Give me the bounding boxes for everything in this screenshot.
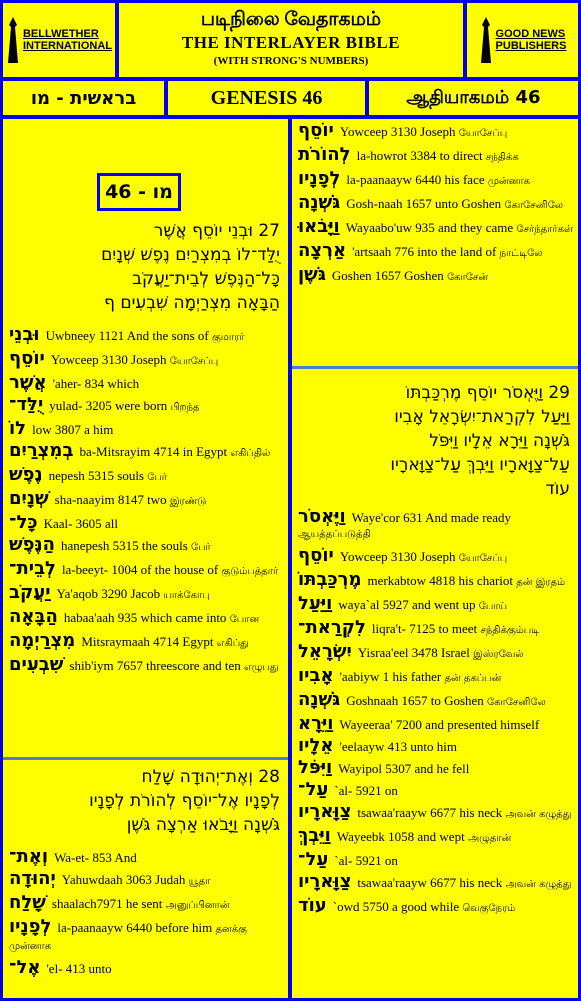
verse-28 [3,765,288,982]
right-column [292,119,578,998]
gloss-text: Wayaabo'uw 935 and they came [345,220,514,235]
word-entry [292,144,578,165]
verse-line: 29 וַיֶּאְסֹר יוֹסֵף מֶרְכַּבְתּוֹ [405,383,570,403]
tamil-gloss: குமாரர் [211,332,245,343]
word-entry [3,582,288,603]
gloss-text: tsawaa'raayw 6677 his neck [357,875,503,890]
gloss-text: sha-naayim 8147 two [54,492,167,507]
gloss-text: Goshen 1657 Goshen [331,268,444,283]
divider [3,757,288,760]
gloss-text: Yowceep 3130 Joseph [339,124,456,139]
hebrew-word: נֶפֶשׁ [9,464,43,485]
tamil-gloss: அழுதான் [467,833,512,844]
tamil-gloss: அவன் கழுத்து [505,809,572,820]
gloss-text: 'artsaah 776 into the land of [352,244,497,259]
gloss-text: Yowceep 3130 Joseph [50,352,167,367]
gloss-text: `al- 5921 on [334,783,398,798]
word-entry [3,654,288,675]
verse-line: גֹּשְׁנָה וַיָּבֹאוּ אַרְצָה גֹּשֶׁן [126,815,280,835]
hebrew-word: וַיֵּבְךְּ [298,825,331,846]
gloss-text: 'el- 413 unto [46,961,112,976]
hebrew-word: לְהוֹרֹת [298,144,351,165]
hebrew-book-label: בראשית - מו [3,81,164,115]
figure-icon [6,15,20,65]
word-entry [292,545,578,566]
tamil-gloss: போன [229,614,260,625]
hebrew-word: עַל־ [298,779,329,800]
hebrew-word: מִצְרַיְמָה [9,630,76,651]
word-entry [292,825,578,846]
word-entry [3,488,288,509]
tamil-gloss: தன் தகப்பன் [444,673,502,684]
tamil-gloss: நாட்டிலே [499,248,543,259]
gloss-text: Wayeebk 1058 and wept [336,829,465,844]
word-entry [292,713,578,734]
tamil-gloss: முன்னாக [487,176,530,187]
hebrew-word: יַעֲקֹב [9,582,51,603]
figure-icon [479,15,493,65]
gloss-text: Goshnaah 1657 to Goshen [346,693,484,708]
word-entry [292,849,578,870]
word-entry [292,120,578,141]
tamil-gloss: தன் இரதம் [516,577,566,588]
word-entry [3,630,288,651]
hebrew-word: גֹּשֶׁן [298,264,326,285]
word-entry [292,240,578,261]
title-sub: (WITH STRONG'S NUMBERS) [213,55,369,67]
hebrew-word: מֶרְכַּבְתּוֹ [298,569,362,590]
gloss-text: Kaal- 3605 all [43,516,118,531]
hebrew-word: צַוָּארָיו [298,801,352,822]
gloss-text: habaa'aah 935 which came into [63,610,227,625]
hebrew-word: וַיֶּאְסֹר [298,506,346,527]
gloss-text: la-beeyt- 1004 of the house of [61,562,219,577]
word-entry [292,216,578,237]
hebrew-word: לִקְרַאת־ [298,617,366,638]
word-entry [3,440,288,461]
gloss-text: Yahuwdaah 3063 Judah [61,872,186,887]
hebrew-word: לְפָנָיו [9,916,52,937]
word-entry [3,348,288,369]
tamil-gloss: குடும்பத்தார் [221,566,279,577]
tamil-gloss: சந்திக்க [485,152,519,163]
word-entry [3,512,288,533]
hebrew-word: אָבִיו [298,665,334,686]
verse-27 [3,219,288,681]
divider [292,366,578,369]
word-entry [292,264,578,285]
word-entry [3,372,288,393]
verse-line: וַיַּעַל לִקְרַאת־יִשְׂרָאֵל אָבִיו [394,407,570,427]
gloss-text: shib'iym 7657 threescore and ten [69,658,241,673]
word-entry [292,569,578,590]
hebrew-word: אֶל־ [9,957,41,978]
word-entry [292,757,578,778]
hebrew-word: עוֹד [298,895,327,916]
tamil-book-label: ஆதியாகமம் 46 [369,81,578,115]
logo-line-2: INTERNATIONAL [22,40,112,52]
gloss-text: ba-Mitsrayim 4714 in Egypt [79,444,228,459]
tamil-gloss: போய் [478,601,508,612]
tamil-gloss: பேர் [147,472,168,483]
gloss-text: Wayipol 5307 and he fell [338,761,470,776]
word-entry [3,464,288,485]
chapter-box: מו - 46 [97,173,181,211]
tamil-gloss: எகிப்து [216,638,249,649]
bellwether-logo [3,3,115,77]
tamil-gloss: கோசேனிலே [487,697,546,708]
verse-line: עַל־צַוָּארָיו וַיֵּבְךְּ עַל־צַוָּארָיו [390,455,570,475]
tamil-gloss: அவன் கழுத்து [505,879,572,890]
word-entry [3,868,288,889]
word-entry [292,779,578,800]
hebrew-word: וְאֶת־ [9,846,49,867]
hebrew-word: וַיָּבֹאוּ [298,216,340,237]
verse-line: לְפָנָיו אֶל־יוֹסֵף לְהוֹרֹת לְפָנָיו [89,791,280,811]
word-entry [3,558,288,579]
hebrew-word: יֻלַּד־ [9,394,44,415]
tamil-gloss: யோசேப்பு [169,356,219,367]
gloss-text: tsawaa'raayw 6677 his neck [357,805,503,820]
hebrew-word: שִׁבְעִים [9,654,64,675]
hebrew-word: צַוָּארָיו [298,871,352,892]
hebrew-word: עַל־ [298,849,329,870]
word-entry [292,641,578,662]
hebrew-word: יוֹסֵף [298,120,334,141]
tamil-gloss: பேர் [191,542,211,553]
word-entry [3,916,288,954]
word-entry [3,418,288,439]
word-entry [3,606,288,627]
hebrew-word: שְׁנָיִם [9,488,49,509]
verse-line: 28 וְאֶת־יְהוּדָה שָׁלַח [141,767,280,787]
gloss-text: Yowceep 3130 Joseph [339,549,456,564]
hebrew-word: אַרְצָה [298,240,347,261]
hebrew-word: לְבֵית־ [9,558,56,579]
tamil-gloss: சேர்ந்தார்கள் [516,224,574,235]
hebrew-word: אֲשֶׁר [9,372,47,393]
hebrew-word: אֵלָיו [298,735,334,756]
word-entry [3,957,288,978]
word-entry [3,394,288,415]
hebrew-word: יוֹסֵף [9,348,45,369]
verse-line: עוֹד [545,479,570,499]
gloss-text: hanepesh 5315 the souls [61,538,188,553]
hebrew-word: וַיֵּרָא [298,713,334,734]
hebrew-word: גֹּשְׁנָה [298,689,341,710]
gloss-text: nepesh 5315 souls [48,468,144,483]
tamil-gloss: கோசேன் [447,272,489,283]
tamil-gloss: கோசேனிலே [504,200,564,211]
hebrew-word: וַיִּפֹּל [298,757,333,778]
title-main: THE INTERLAYER BIBLE [181,33,401,52]
word-entry [292,665,578,686]
english-book-label: GENESIS 46 [168,81,365,115]
word-entry [292,689,578,710]
gloss-text: merkabtow 4818 his chariot [367,573,514,588]
gloss-text: Mitsraymaah 4714 Egypt [81,634,214,649]
hebrew-word: וַיַּעַל [298,593,333,614]
hebrew-word: בְמִצְרַיִם [9,440,74,461]
word-entry [292,617,578,638]
logo-line-1: GOOD NEWS [495,28,566,40]
word-entry [292,801,578,822]
tamil-gloss: தனக்கு முன்னாக [9,924,247,952]
hebrew-word: הַנֶּפֶשׁ [9,534,56,555]
tamil-gloss: வெகுநேரம் [462,903,516,914]
tamil-gloss: அனுப்பினான் [165,900,230,911]
gloss-text: Wayeeraa' 7200 and presented himself [339,717,540,732]
hebrew-word: יוֹסֵף [298,545,334,566]
gloss-text: Yisraa'eel 3478 Israel [357,645,470,660]
hebrew-word: גֹּשְׁנָה [298,192,341,213]
word-entry [292,593,578,614]
verse-29 [292,381,578,922]
gloss-text: 'eelaayw 413 unto him [339,739,457,754]
tamil-gloss: பிறந்த [170,402,200,413]
word-entry [3,324,288,345]
title-block [119,3,463,77]
word-entry [3,846,288,867]
left-column [3,119,288,998]
gloss-text: la-howrot 3384 to direct [356,148,483,163]
verse-line: 27 וּבְנֵי יוֹסֵף אֲשֶׁר [153,221,280,241]
word-entry [292,168,578,189]
hebrew-word: וּבְנֵי [9,324,40,345]
tamil-gloss: சந்திக்கும்படி [480,625,540,636]
tamil-gloss: யோசேப்பு [458,128,508,139]
gloss-text: `al- 5921 on [334,853,398,868]
tamil-gloss: ஆயத்தப்படுத்தி [298,529,371,540]
hebrew-word: הַבָּאָה [9,606,58,627]
tamil-gloss: இஸ்ரவேல் [473,649,524,660]
gloss-text: `owd 5750 a good while [332,899,460,914]
verse-line: כָּל־הַנֶּפֶשׁ לְבֵית־יַעֲקֹב [132,269,280,289]
word-entry [292,895,578,916]
hebrew-word: לְפָנָיו [298,168,341,189]
title-tamil: படிநிலை வேதாகமம் [200,9,382,30]
hebrew-word: יִשְׂרָאֵל [298,641,352,662]
tamil-gloss: எகிப்தில் [230,448,271,459]
tamil-gloss: எழுபது [243,662,279,673]
gloss-text: Wa-et- 853 And [54,850,137,865]
word-entry [292,506,578,542]
gloss-text: Gosh-naah 1657 unto Goshen [346,196,502,211]
gloss-text: low 3807 a him [32,422,114,437]
verse-line: גֹּשְׁנָה וַיֵּרָא אֵלָיו וַיִּפֹּל [429,431,570,451]
tamil-gloss: யூதா [188,876,211,887]
tamil-gloss: இரண்டு [169,496,207,507]
tamil-gloss: யோசேப்பு [458,553,508,564]
gloss-text: Uwbneey 1121 And the sons of [45,328,209,343]
gloss-text: la-paanaayw 6440 his face [346,172,485,187]
hebrew-word: כָּל־ [9,512,38,533]
gloss-text: waya`al 5927 and went up [338,597,476,612]
hebrew-word: יְהוּדָה [9,868,56,889]
verse-line: הַבָּאָה מִצְרַיְמָה שִׁבְעִים ף [104,293,280,313]
gloss-text: liqra't- 7125 to meet [371,621,478,636]
gloss-text: 'aher- 834 which [52,376,140,391]
word-entry [292,192,578,213]
gloss-text: Ya'aqob 3290 Jacob [56,586,161,601]
verse-line: יֻלַּד־לוֹ בְמִצְרַיִם נֶפֶשׁ שְׁנָיִם [101,245,280,265]
gloss-text: yulad- 3205 were born [49,398,168,413]
gloss-text: shaalach7971 he sent [51,896,163,911]
gloss-text: la-paanaayw 6440 before him [57,920,213,935]
good-news-logo [467,3,578,77]
gloss-text: 'aabiyw 1 his father [339,669,442,684]
tamil-gloss: யாக்கோபு [163,590,210,601]
gloss-text: Waye'cor 631 And made ready [351,510,512,525]
word-entry [292,871,578,892]
logo-line-1: BELLWETHER [22,28,99,40]
verse-28-continued [292,120,578,291]
word-entry [292,735,578,756]
logo-line-2: PUBLISHERS [495,40,567,52]
hebrew-word: שָׁלַח [9,892,46,913]
word-entry [3,892,288,913]
word-entry [3,534,288,555]
hebrew-word: לוֹ [9,418,27,439]
